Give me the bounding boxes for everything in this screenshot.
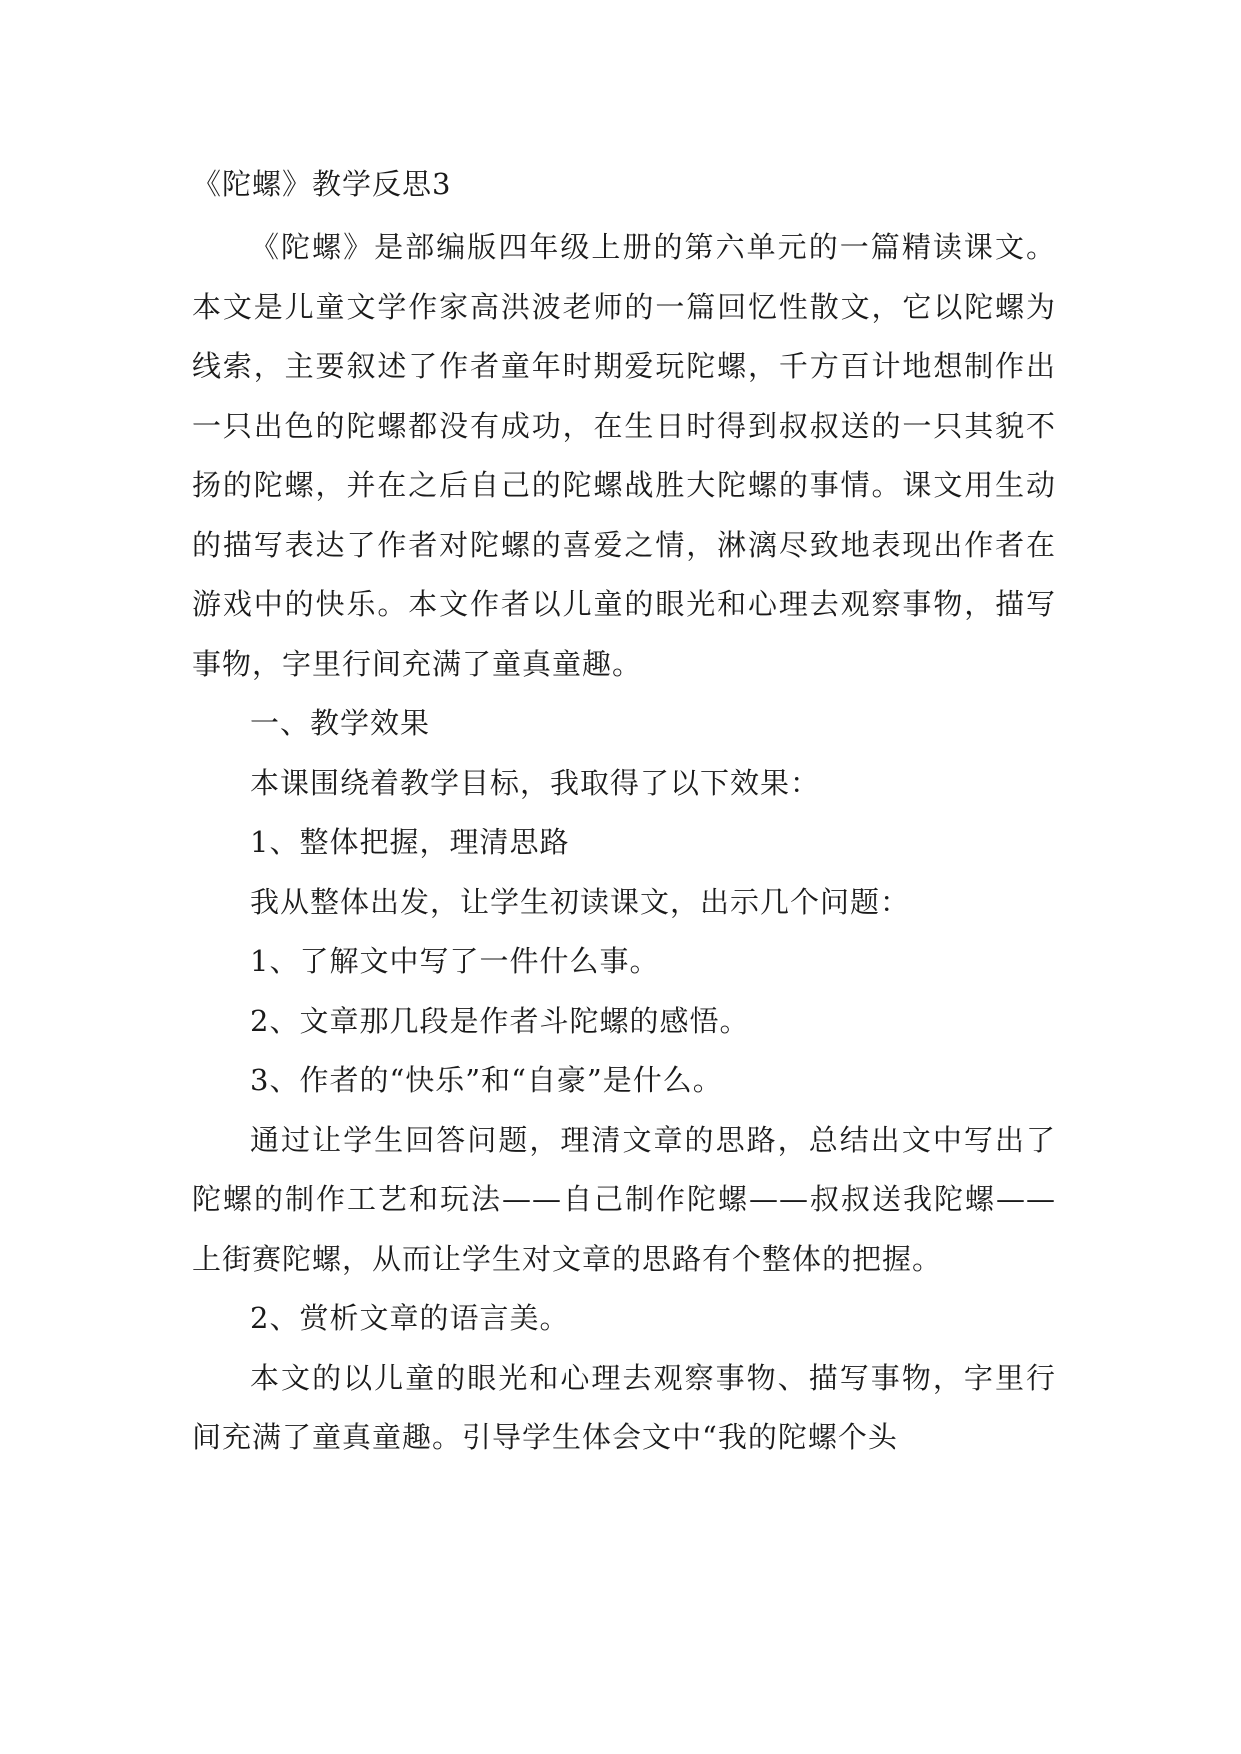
paragraph-outline: 通过让学生回答问题，理清文章的思路，总结出文中写出了陀螺的制作工艺和玩法——自己制作陀螺——叔叔送我陀螺——上街赛陀螺，从而让学生对文章的思路有个整体的把握。 [192, 1122, 1056, 1276]
subheading-language-beauty: 2、赏析文章的语言美。 [250, 1301, 570, 1335]
list-item-question-3: 3、作者的“快乐”和“自豪”是什么。 [250, 1063, 723, 1097]
paragraph-intro: 《陀螺》是部编版四年级上册的第六单元的一篇精读课文。本文是儿童文学作家高洪波老师的一篇回忆性散文，它以陀螺为线索，主要叙述了作者童年时期爱玩陀螺，千方百计地想制作出一只出色的陀螺都没有成功，在生日时得到叔叔送的一只其貌不扬的陀螺，并在之后自己的陀螺战胜大陀螺的事情。课文用生动的描写表达了作者对陀螺的喜爱之情，淋漓尽致地表现出作者在游戏中的快乐。本文作者以儿童的眼光和心理去观察事物，描写事物，字里行间充满了童真童趣。 [192, 230, 1056, 681]
list-item-question-2: 2、文章那几段是作者斗陀螺的感悟。 [250, 1003, 750, 1038]
document-body [192, 218, 1056, 1468]
list-item-question-1: 1、了解文中写了一件什么事。 [250, 944, 660, 978]
paragraph-language: 本文的以儿童的眼光和心理去观察事物、描写事物，字里行间充满了童真童趣。引导学生体会文中“我的陀螺个头 [192, 1360, 1056, 1454]
document-title: 《陀螺》教学反思3 [192, 167, 452, 201]
heading-teaching-effect: 一、教学效果 [250, 706, 431, 740]
paragraph-questions-intro: 我从整体出发，让学生初读课文，出示几个问题： [250, 884, 911, 919]
subheading-overall-grasp: 1、整体把握，理清思路 [250, 825, 570, 859]
paragraph-effect-summary: 本课围绕着教学目标，我取得了以下效果： [250, 765, 821, 800]
